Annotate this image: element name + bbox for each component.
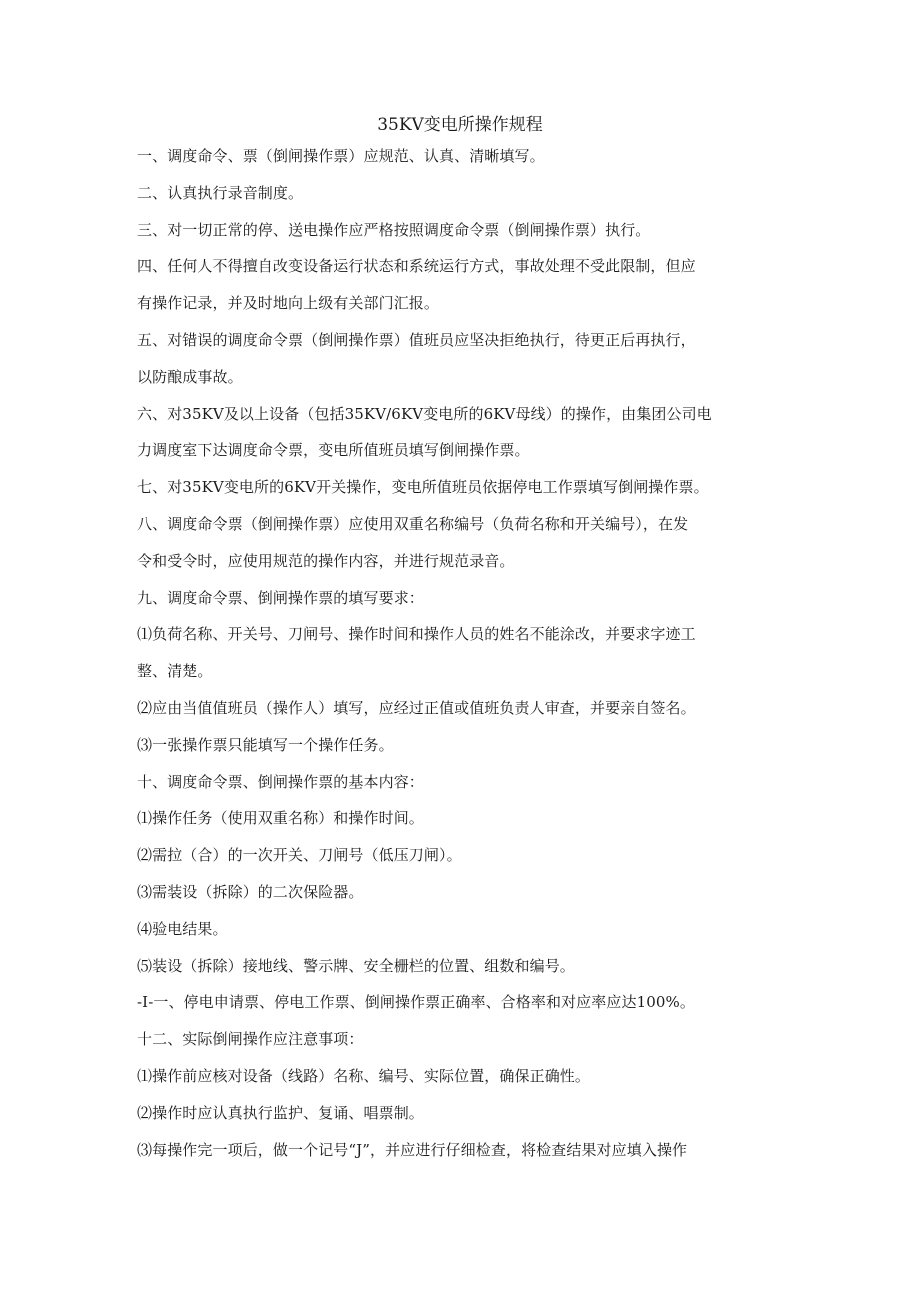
text-line: 五、对错误的调度命令票（倒闸操作票）值班员应坚决拒绝执行，待更正后再执行，	[137, 330, 696, 349]
text-line: 令和受令时，应使用规范的操作内容，并进行规范录音。	[137, 551, 515, 570]
text-line: 有操作记录，并及时地向上级有关部门汇报。	[137, 294, 440, 313]
text-line: ⑶一张操作票只能填写一个操作任务。	[137, 735, 394, 754]
text-line: 九、调度命令票、倒闸操作票的填写要求：	[137, 588, 424, 607]
text-line: 二、认真执行录音制度。	[137, 183, 304, 202]
text-line: 八、调度命令票（倒闸操作票）应使用双重名称编号（负荷名称和开关编号），在发	[137, 514, 689, 533]
text-line: ⑴负荷名称、开关号、刀闸号、操作时间和操作人员的姓名不能涂改，并要求字迹工	[137, 625, 696, 644]
text-line: ⑵需拉（合）的一次开关、刀闸号（低压刀闸）。	[137, 846, 462, 865]
text-line: ⑷验电结果。	[137, 919, 228, 938]
text-line: 以防酿成事故。	[137, 367, 243, 386]
document-title: 35KV变电所操作规程	[377, 115, 543, 135]
text-line: 十、调度命令票、倒闸操作票的基本内容：	[137, 772, 424, 791]
text-line: ⑴操作任务（使用双重名称）和操作时间。	[137, 809, 424, 828]
text-line: ⑴操作前应核对设备（线路）名称、编号、实际位置，确保正确性。	[137, 1066, 591, 1085]
text-line: 十二、实际倒闸操作应注意事项：	[137, 1030, 364, 1049]
text-line: -I-一、停电申请票、停电工作票、倒闸操作票正确率、合格率和对应率应达100%。	[137, 993, 695, 1012]
text-line: ⑸装设（拆除）接地线、警示牌、安全栅栏的位置、组数和编号。	[137, 956, 575, 975]
text-line: ⑵应由当值值班员（操作人）填写，应经过正值或值班负责人审查，并要亲自签名。	[137, 698, 696, 717]
text-line: ⑶每操作完一项后，做一个记号“J”，并应进行仔细检查，将检查结果对应填入操作	[137, 1140, 688, 1159]
text-line: 一、调度命令、票（倒闸操作票）应规范、认真、清晰填写。	[137, 147, 545, 165]
text-line: 六、对35KV及以上设备（包括35KV/6KV变电所的6KV母线）的操作，由集团公司电	[137, 404, 712, 423]
text-line: 四、任何人不得擅自改变设备运行状态和系统运行方式，事故处理不受此限制，但应	[137, 257, 696, 276]
text-line: 整、清楚。	[137, 662, 213, 681]
text-line: 力调度室下达调度命令票，变电所值班员填写倒闸操作票。	[137, 441, 530, 460]
text-line: 三、对一切正常的停、送电操作应严格按照调度命令票（倒闸操作票）执行。	[137, 220, 651, 239]
document-body	[137, 146, 787, 1176]
text-line: ⑶需装设（拆除）的二次保险器。	[137, 882, 364, 901]
text-line: 七、对35KV变电所的6KV开关操作，变电所值班员依据停电工作票填写倒闸操作票。	[137, 478, 709, 497]
text-line: ⑵操作时应认真执行监护、复诵、唱票制。	[137, 1103, 424, 1122]
